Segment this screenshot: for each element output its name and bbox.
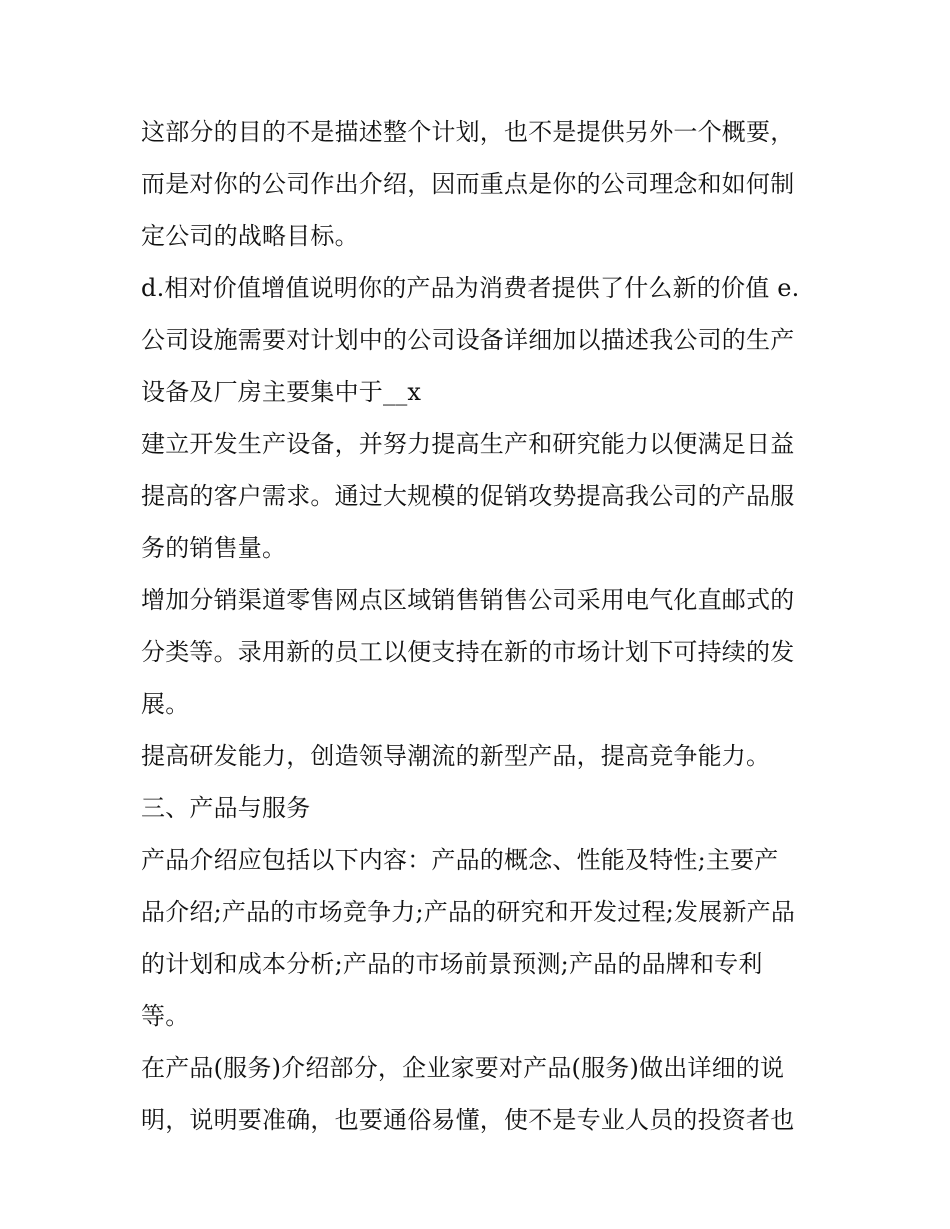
text-line: 定公司的战略目标。 xyxy=(141,222,359,250)
text-line: 展。 xyxy=(141,690,190,718)
text-line: 设备及厂房主要集中于__x xyxy=(141,378,422,406)
text-line: 在产品(服务)介绍部分，企业家要对产品(服务)做出详细的说 xyxy=(141,1054,785,1082)
text-line: 这部分的目的不是描述整个计划，也不是提供另外一个概要， xyxy=(141,118,795,146)
text-line: 明，说明要准确，也要通俗易懂，使不是专业人员的投资者也 xyxy=(141,1106,795,1134)
text-line: 产品介绍应包括以下内容：产品的概念、性能及特性;主要产 xyxy=(141,846,779,874)
text-line: 建立开发生产设备，并努力提高生产和研究能力以便满足日益 xyxy=(141,430,795,458)
section-heading: 三、产品与服务 xyxy=(141,794,311,822)
text-line: 提高的客户需求。通过大规模的促销攻势提高我公司的产品服 xyxy=(141,482,795,510)
text-line: 务的销售量。 xyxy=(141,534,287,562)
document-body xyxy=(141,106,821,1146)
text-line: 而是对你的公司作出介绍，因而重点是你的公司理念和如何制 xyxy=(141,170,795,198)
text-line: 分类等。录用新的员工以便支持在新的市场计划下可持续的发 xyxy=(141,638,795,666)
text-line: d.相对价值增值说明你的产品为消费者提供了什么新的价值 e. xyxy=(141,274,800,302)
text-line: 的计划和成本分析;产品的市场前景预测;产品的品牌和专利 xyxy=(141,950,763,978)
text-line: 公司设施需要对计划中的公司设备详细加以描述我公司的生产 xyxy=(141,326,795,354)
text-line: 等。 xyxy=(141,1002,190,1030)
text-line: 增加分销渠道零售网点区域销售销售公司采用电气化直邮式的 xyxy=(141,586,795,614)
text-line: 提高研发能力，创造领导潮流的新型产品，提高竞争能力。 xyxy=(141,742,771,770)
text-line: 品介绍;产品的市场竞争力;产品的研究和开发过程;发展新产品 xyxy=(141,898,796,926)
